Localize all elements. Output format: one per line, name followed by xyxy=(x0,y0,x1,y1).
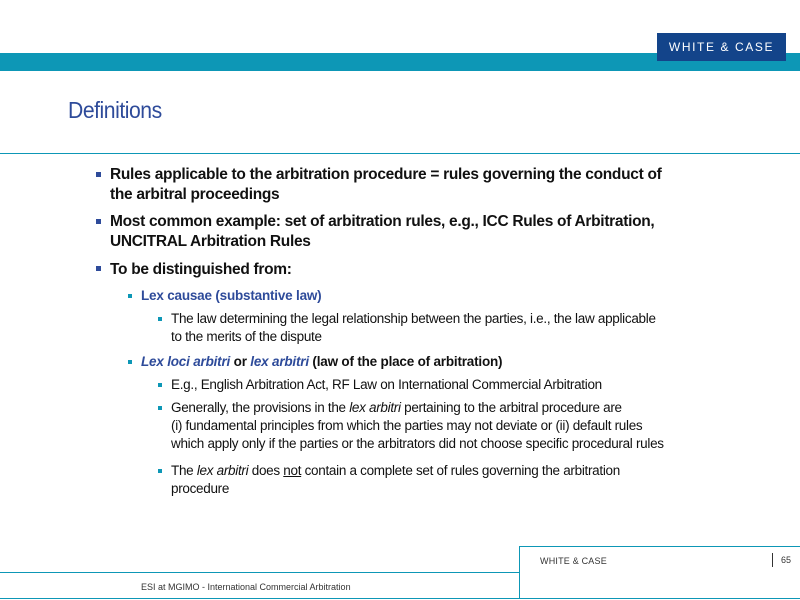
page-number: 65 xyxy=(781,555,792,565)
sub-bullet-rest: (law of the place of arbitration) xyxy=(308,354,503,369)
bullet-text-line: the arbitral proceedings xyxy=(110,186,280,203)
item-generally-provisions xyxy=(171,399,664,453)
item-english-arbitration-act: E.g., English Arbitration Act, RF Law on International Commercial Arbitration xyxy=(171,377,602,392)
text-run: contain a complete set of rules governing the arbitration xyxy=(301,463,620,478)
item-text-line: which apply only if the parties or the arbitrators did not choose specific procedural rules xyxy=(171,436,664,451)
bullet-rules-applicable xyxy=(110,165,661,205)
footer-bottom-rule xyxy=(0,598,800,599)
text-run: does xyxy=(248,463,284,478)
item-law-determining xyxy=(171,310,656,346)
italic-term: lex arbitri xyxy=(250,354,309,369)
sub-bullet-lex-causae: Lex causae (substantive law) xyxy=(141,288,322,303)
bullet-text-line: Most common example: set of arbitration rules, e.g., ICC Rules of Arbitration, xyxy=(110,213,655,230)
item-text-line xyxy=(171,399,664,417)
footer-course-title: ESI at MGIMO - International Commercial Arbitration xyxy=(141,582,351,592)
sub-bullet-lex-loci-arbitri xyxy=(141,353,502,371)
item-text-line: to the merits of the dispute xyxy=(171,329,322,344)
bullet-square-icon xyxy=(158,406,162,410)
item-text-line: The law determining the legal relationship between the parties, i.e., the law applicable xyxy=(171,311,656,326)
connector-text: or xyxy=(230,354,251,369)
white-case-logo: WHITE & CASE xyxy=(657,33,786,61)
bullet-square-icon xyxy=(158,469,162,473)
footer-brand: WHITE & CASE xyxy=(540,556,607,566)
footer-separator xyxy=(772,553,773,567)
item-text-line: (i) fundamental principles from which the parties may not deviate or (ii) default rules xyxy=(171,418,643,433)
italic-term: lex arbitri xyxy=(196,463,249,478)
bullet-square-icon xyxy=(96,172,101,177)
bullet-text-line: Rules applicable to the arbitration procedure = rules governing the conduct of xyxy=(110,166,662,183)
item-text-line: procedure xyxy=(171,481,230,496)
underlined-word: not xyxy=(283,463,302,478)
item-lex-arbitri-not-complete xyxy=(171,462,620,498)
page-title: Definitions xyxy=(68,97,162,123)
bullet-square-icon xyxy=(128,294,132,298)
bullet-common-example xyxy=(110,212,654,252)
bullet-square-icon xyxy=(158,317,162,321)
italic-term: Lex loci arbitri xyxy=(141,354,231,369)
text-run: pertaining to the arbitral procedure are xyxy=(400,400,622,415)
item-text-line xyxy=(171,462,620,480)
text-run: The xyxy=(171,463,197,478)
bullet-square-icon xyxy=(96,266,101,271)
bullet-text-line: UNCITRAL Arbitration Rules xyxy=(110,233,311,250)
bullet-square-icon xyxy=(158,383,162,387)
bullet-square-icon xyxy=(128,360,132,364)
text-run: Generally, the provisions in the xyxy=(171,400,350,415)
bullet-distinguished: To be distinguished from: xyxy=(110,261,292,278)
italic-term: lex arbitri xyxy=(349,400,401,415)
title-divider xyxy=(0,153,800,154)
bullet-square-icon xyxy=(96,219,101,224)
